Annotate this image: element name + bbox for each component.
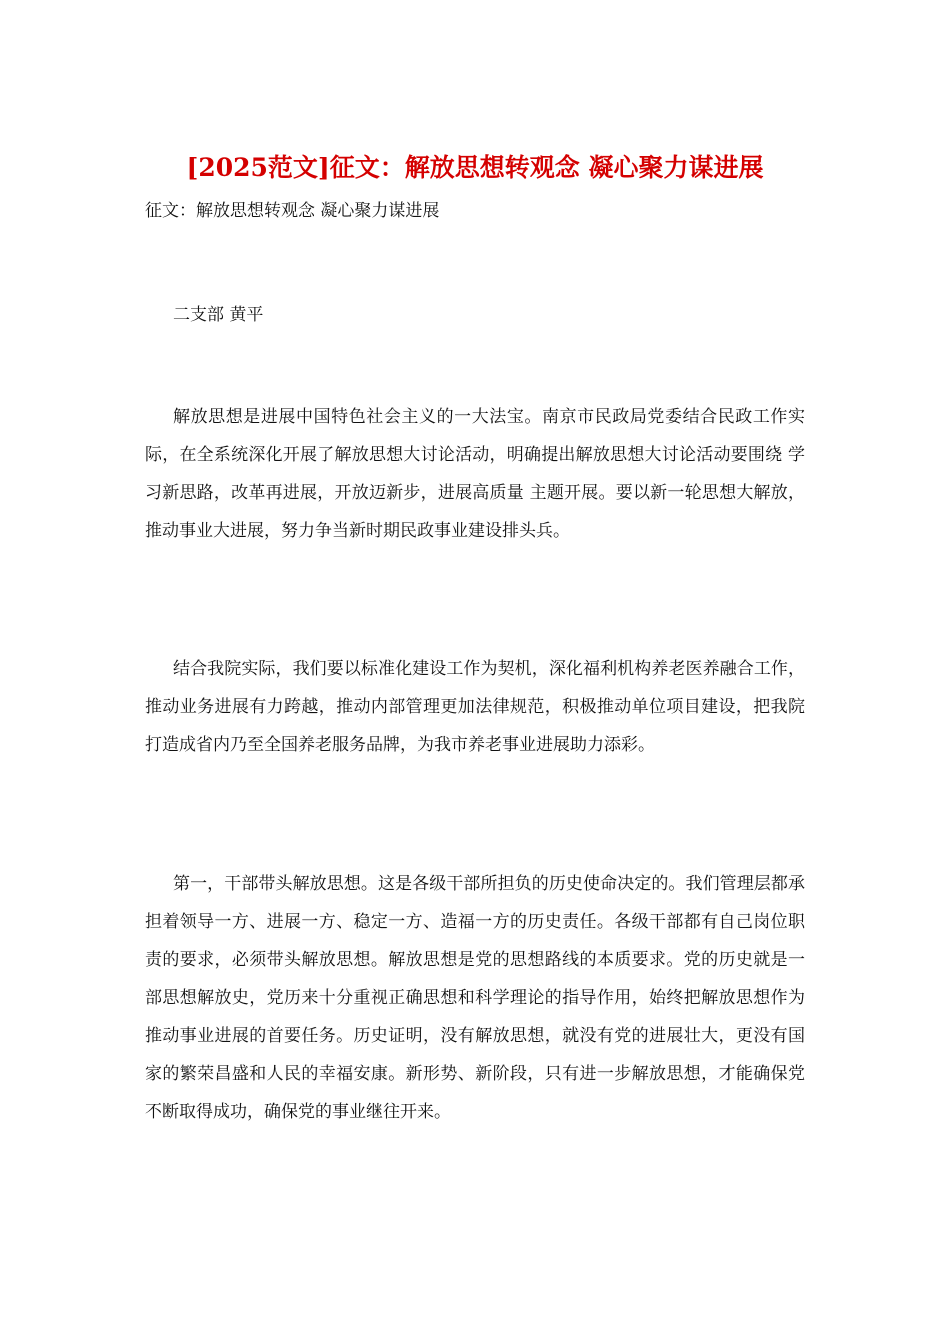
author-line: 二支部 黄平 [173,305,264,325]
paragraph-1: 解放思想是进展中国特色社会主义的一大法宝。南京市民政局党委结合民政工作实际，在全系统深化开展了解放思想大讨论活动，明确提出解放思想大讨论活动要围绕 学习新思路，改革再进展，开放迈新步，进展高质量 主题开展。要以新一轮思想大解放，推动事业大进展，努力争当新时期民政事业建设排头兵。 [145,407,805,541]
document-subtitle: 征文：解放思想转观念 凝心聚力谋进展 [145,201,440,221]
paragraph-3: 第一，干部带头解放思想。这是各级干部所担负的历史使命决定的。我们管理层都承担着领导一方、进展一方、稳定一方、造福一方的历史责任。各级干部都有自己岗位职责的要求，必须带头解放思想。解放思想是党的思想路线的本质要求。党的历史就是一部思想解放史，党历来十分重视正确思想和科学理论的指导作用，始终把解放思想作为推动事业进展的首要任务。历史证明，没有解放思想，就没有党的进展壮大，更没有国家的繁荣昌盛和人民的幸福安康。新形势、新阶段，只有进一步解放思想，才能确保党不断取得成功，确保党的事业继往开来。 [145,874,805,1122]
paragraph-2: 结合我院实际，我们要以标准化建设工作为契机，深化福利机构养老医养融合工作，推动业务进展有力跨越，推动内部管理更加法律规范，积极推动单位项目建设，把我院打造成省内乃至全国养老服务品牌，为我市养老事业进展助力添彩。 [145,659,805,755]
document-title: [2025范文]征文：解放思想转观念 凝心聚力谋进展 [186,153,764,182]
